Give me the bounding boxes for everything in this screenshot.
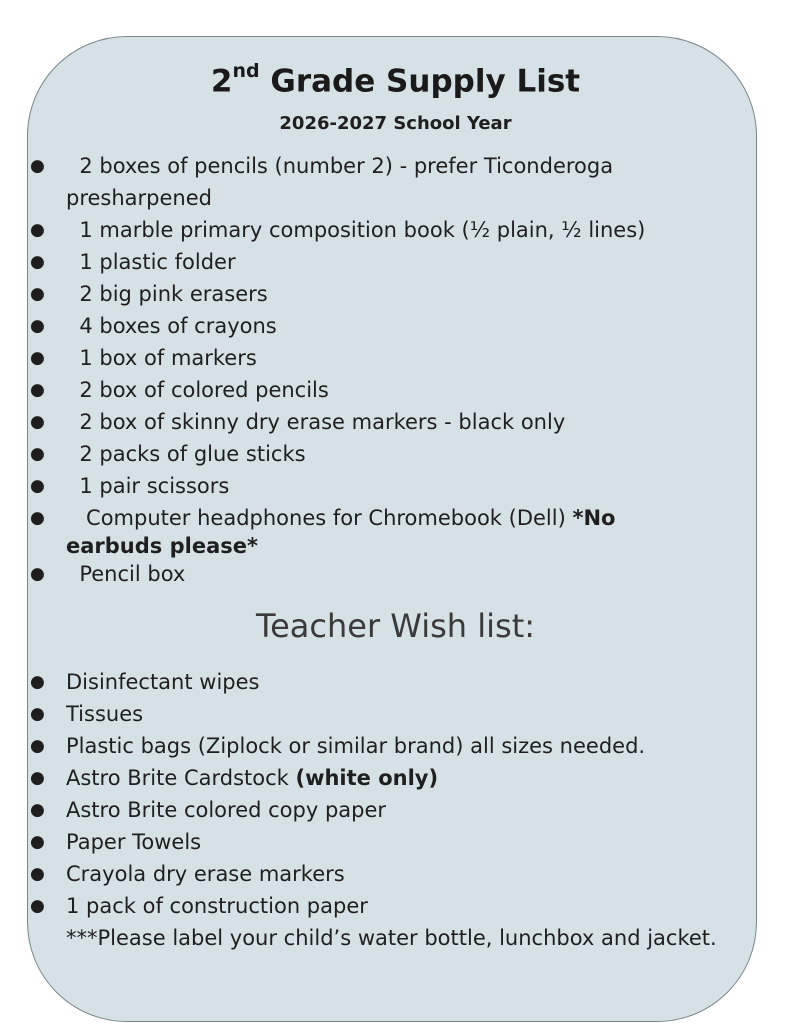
- bullet-icon: ●: [30, 864, 45, 884]
- bullet-icon: ●: [30, 564, 45, 584]
- bullet-icon: ●: [30, 316, 45, 336]
- bullet-icon: ●: [30, 476, 45, 496]
- label-note: ***Please label your child’s water bottle, lunchbox and jacket.: [66, 926, 717, 950]
- wish-list-heading: Teacher Wish list:: [255, 607, 536, 645]
- bullet-icon: ●: [30, 252, 45, 272]
- bullet-icon: ●: [30, 896, 45, 916]
- bullet-icon: ●: [30, 672, 45, 692]
- bullet-icon: ●: [30, 768, 45, 788]
- school-year-subtitle: 2026-2027 School Year: [279, 113, 512, 134]
- bullet-icon: ●: [30, 284, 45, 304]
- bullet-icon: ●: [30, 704, 45, 724]
- bullet-icon: ●: [30, 444, 45, 464]
- bullet-icon: ●: [30, 348, 45, 368]
- bullet-icon: ●: [30, 412, 45, 432]
- bullet-icon: ●: [30, 832, 45, 852]
- bullet-icon: ●: [30, 220, 45, 240]
- bullet-icon: ●: [30, 736, 45, 756]
- page-title: 2nd Grade Supply List: [210, 60, 581, 100]
- bullet-icon: ●: [30, 380, 45, 400]
- bullet-icon: ●: [30, 800, 45, 820]
- bullet-icon: ●: [30, 156, 45, 176]
- bullet-icon: ●: [30, 508, 45, 528]
